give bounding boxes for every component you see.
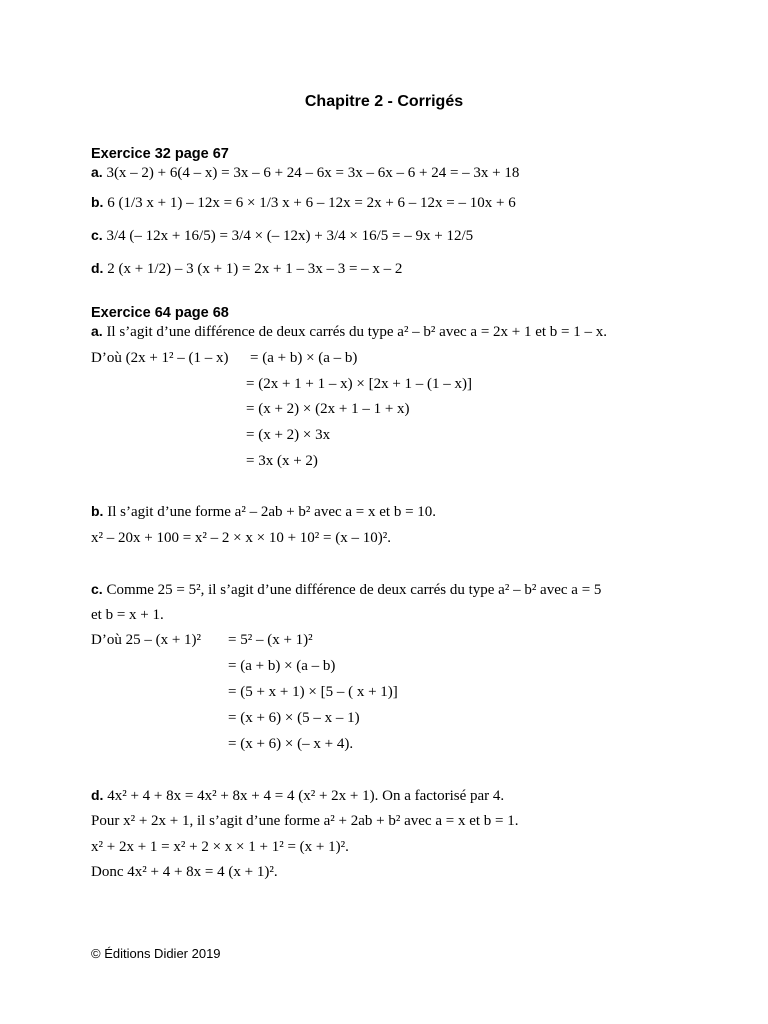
exercise-64-a [91,321,607,342]
exercise-64-c [91,579,601,600]
exercise-32-d [91,258,402,279]
calc-line: = (x + 2) × (2x + 1 – 1 + x) [246,401,410,417]
exercise-64-d [91,785,504,806]
item-label: b. [91,503,104,519]
page-title: Chapitre 2 - Corrigés [304,93,464,110]
exercise-64-heading: Exercice 64 page 68 [91,305,229,321]
statement-text: 4x² + 4 + 8x = 4x² + 8x + 4 = 4 (x² + 2x + 1). On a factorisé par 4. [107,788,505,804]
calc-line: x² – 20x + 100 = x² – 2 × x × 10 + 10² = (x – 10)². [91,530,391,546]
statement-text: Il s’agit d’une forme a² – 2ab + b² avec a = x et b = 10. [107,504,437,520]
calc-line: = (x + 6) × (– x + 4). [228,736,354,752]
item-label: d. [91,260,104,276]
item-label: b. [91,194,104,210]
equation-text: 6 (1/3 x + 1) – 12x = 6 × 1/3 x + 6 – 12x = 2x + 6 – 12x = – 10x + 6 [107,195,516,211]
calc-line: Donc 4x² + 4 + 8x = 4 (x + 1)². [91,864,278,880]
exercise-64-b [91,501,436,522]
statement-text: et b = x + 1. [91,607,164,623]
item-label: a. [91,164,103,180]
calc-line: x² + 2x + 1 = x² + 2 × x × 1 + 1² = (x + 1)². [91,839,349,855]
calc-line: = 5² – (x + 1)² [228,632,313,648]
item-label: d. [91,787,104,803]
calc-line: = 3x (x + 2) [246,453,318,469]
exercise-32-a [91,162,519,183]
calc-line: = (x + 2) × 3x [246,427,331,443]
exercise-32-heading: Exercice 32 page 67 [91,146,229,162]
exercise-32-c [91,225,473,246]
calc-line: = (x + 6) × (5 – x – 1) [228,710,360,726]
item-label: c. [91,227,103,243]
calc-line: Pour x² + 2x + 1, il s’agit d’une forme a² + 2ab + b² avec a = x et b = 1. [91,813,519,829]
calc-line: = (a + b) × (a – b) [250,350,358,366]
calc-line: = (5 + x + 1) × [5 – ( x + 1)] [228,684,398,700]
exercise-32-b [91,192,516,213]
statement-text: Il s’agit d’une différence de deux carrés du type a² – b² avec a = 2x + 1 et b = 1 – x. [106,324,608,340]
calc-line: = (2x + 1 + 1 – x) × [2x + 1 – (1 – x)] [246,376,473,392]
equation-text: 3/4 (– 12x + 16/5) = 3/4 × (– 12x) + 3/4 × 16/5 = – 9x + 12/5 [106,228,474,244]
item-label: c. [91,581,103,597]
equation-text: 3(x – 2) + 6(4 – x) = 3x – 6 + 24 – 6x = 3x – 6x – 6 + 24 = – 3x + 18 [106,165,520,181]
copyright-footer: © Éditions Didier 2019 [91,946,221,961]
statement-text: Comme 25 = 5², il s’agit d’une différence de deux carrés du type a² – b² avec a = 5 [106,582,602,598]
calc-line: D’où (2x + 1² – (1 – x) [91,350,229,366]
item-label: a. [91,323,103,339]
calc-line: = (a + b) × (a – b) [228,658,336,674]
equation-text: 2 (x + 1/2) – 3 (x + 1) = 2x + 1 – 3x – 3 = – x – 2 [107,261,403,277]
calc-line: D’où 25 – (x + 1)² [91,632,202,648]
